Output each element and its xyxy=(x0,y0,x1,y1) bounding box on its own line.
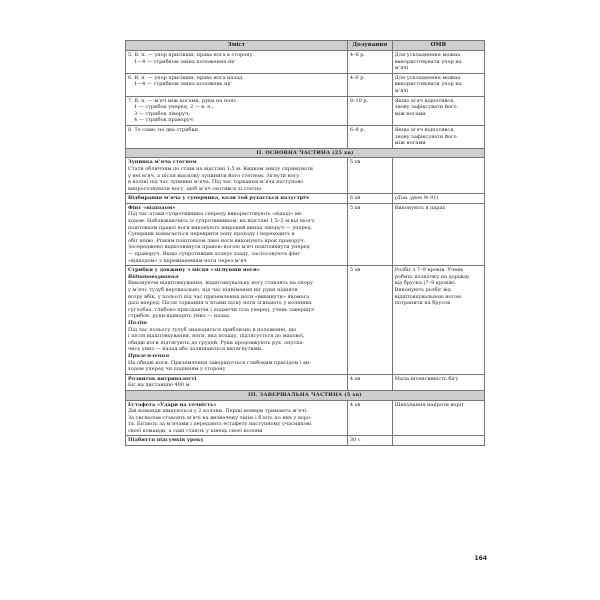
row-content xyxy=(126,51,348,74)
table-row xyxy=(126,96,485,125)
line: та. Бігають за м’ячами і передають естафету наступному учасникові xyxy=(128,421,312,428)
table-row xyxy=(126,194,485,204)
line: у неї м’яч, а після відскоку зупинити його стегном. Зігнути ногу xyxy=(128,172,300,179)
row-content xyxy=(126,73,348,96)
header-dose: Дозування xyxy=(347,41,392,51)
row-content xyxy=(126,96,348,125)
row-notes xyxy=(392,400,484,436)
note: потрапити на брусок xyxy=(394,300,451,307)
line: За сигналом ставлять м’ячі на визначену лінію і б’ють по них у воро- xyxy=(128,414,312,421)
line: Під час атаки супротивника спереду використовують «відхід» ви- xyxy=(128,211,303,218)
exercise-title: Відбирання м’яча у суперника, коли той рухається назустріч xyxy=(128,195,309,202)
row-content xyxy=(126,400,348,436)
note: відштовхувальною ногою xyxy=(394,293,462,300)
note: м’ячі xyxy=(394,65,409,72)
line: — праворуч. Якщо супротивник атакує ззаду, застосовують фінт xyxy=(128,251,301,258)
note: Розбіг з 7–9 кроків. Учень xyxy=(394,267,464,274)
row-dose: 5 хв xyxy=(347,266,392,375)
row-content xyxy=(126,266,348,375)
line: 1—4 — стрибком зміна положення ніг xyxy=(134,58,236,65)
note: Шикування напроти воріт xyxy=(394,401,464,408)
line: «відходом» з переміщенням ноги через м’яч xyxy=(128,257,247,264)
line: обидві ноги підтягують до грудей. Руки продовжують рух, опуска- xyxy=(128,339,305,346)
note: знову зафіксувати його xyxy=(394,133,457,140)
subheading: Приземлення xyxy=(128,352,170,359)
table-row xyxy=(126,158,485,194)
row-content xyxy=(126,194,348,204)
line: Біг на дистанцію 400 м xyxy=(128,382,190,389)
table-row xyxy=(126,51,485,74)
line: Виконуючи відштовхування, відштовхувальну ногу ставлять на опору xyxy=(128,280,313,287)
row-content xyxy=(126,158,348,194)
line: 1—4 — стрибком зміна положень ніг xyxy=(134,81,232,88)
table-row xyxy=(126,203,485,265)
note: від бруска (7–9 кроків). xyxy=(394,280,457,287)
subheading: Політ xyxy=(128,319,147,326)
line: 5. В. п. — упор присівши, права нога в сторону. xyxy=(128,52,255,58)
note: Виконують розбіг від xyxy=(394,287,451,293)
row-notes xyxy=(392,158,484,194)
line: стрибок, руки відводять униз — назад. xyxy=(128,313,231,320)
row-dose: 4–6 р. xyxy=(347,51,392,74)
note: Виконують в парах xyxy=(394,204,446,211)
row-dose: 8–10 р. xyxy=(347,96,392,125)
table-row xyxy=(126,374,485,390)
line: 4 — стрибок праворуч xyxy=(134,117,193,124)
line: чись униз — назад або залишаються витягнутими. xyxy=(128,346,263,353)
line: ходом уперед чи падінням у сторону xyxy=(128,366,226,373)
row-dose: 6–8 р. xyxy=(347,125,392,148)
line: 7. В. п. — м’яч між ногами, руки на пояс. xyxy=(128,97,238,104)
row-notes xyxy=(392,96,484,125)
subheading: Відштовхування xyxy=(128,273,179,280)
row-notes xyxy=(392,51,484,74)
row-notes xyxy=(392,194,484,204)
line: поштовхом правої ноги виконують широкий випад ліворуч — уперед. xyxy=(128,224,313,231)
row-notes xyxy=(392,436,484,446)
line: у м’ячі, тулуб вертикально, під час піднімання ніг руки підняти xyxy=(128,287,298,293)
line: 6. В. п. — упор присівши, права нога назад. xyxy=(128,74,244,81)
note: між ногами xyxy=(394,110,426,117)
row-dose: 6 хв xyxy=(347,194,392,204)
line: 3 — стрибок ліворуч; xyxy=(134,110,190,117)
row-notes xyxy=(392,203,484,265)
row-notes xyxy=(392,374,484,390)
line: обіг вліво. Різким поштовхом лівої ноги виконують крок праворуч. xyxy=(128,237,306,244)
row-notes xyxy=(392,73,484,96)
line: суглобах, глибоко присідаючи і подаючи тіла уперед, учень завершує xyxy=(128,306,315,313)
row-dose: 5 хв xyxy=(347,203,392,265)
line: випростовувати ногу, щоб м’яч скотився зі стегна xyxy=(128,185,262,192)
note: робить позначку на доріжці xyxy=(394,273,469,280)
row-content xyxy=(126,436,348,446)
section-header xyxy=(126,148,485,158)
note: Якщо м’яч відпотився, xyxy=(394,97,455,104)
header-omv: ОМВ xyxy=(392,41,484,51)
line: Дві команди шикуються у 2 колони. Перші номери тримають м’ячі. xyxy=(128,408,308,415)
note: Для ускладнення можна xyxy=(394,52,461,58)
row-dose: 4 хв xyxy=(347,374,392,390)
page-number: 164 xyxy=(474,555,487,562)
line: своєї команди, а самі стають у кінець своєї колони xyxy=(128,427,263,434)
line: Зосереджено відштовхнути правою ногою м’яч поштовхнути уперед xyxy=(128,244,310,251)
line: Стати обличчям до стіни на відстані 1,5 м. Кидком знизу спрямувати xyxy=(128,165,313,172)
line: 1 — стрибок уперед; 2 — в. п.; xyxy=(134,104,214,111)
exercise-title: Фінт «відходом» xyxy=(128,204,176,211)
row-content xyxy=(126,374,348,390)
row-dose: 4–6 р. xyxy=(347,73,392,96)
row-dose: 4 хв xyxy=(347,400,392,436)
row-content xyxy=(126,125,348,148)
line: Суперник намагається перекрити зону проходу і переходить в xyxy=(128,231,295,238)
line: 8. Те саме, по два стрибки xyxy=(128,126,199,133)
row-content xyxy=(126,203,348,265)
table-row xyxy=(126,400,485,436)
table-row xyxy=(126,125,485,148)
table-header xyxy=(126,41,485,51)
table-row xyxy=(126,436,485,446)
line: На обидві ноги. Приземлення завершується глибоким присідом і ви- xyxy=(128,359,311,366)
note: Мала інтенсивність бігу xyxy=(394,375,459,382)
line: ходом. Наближаючись із супротивником, на відстані 1,5–2 м від нього xyxy=(128,218,315,225)
line: далі вперед. Після торкання п’ятами піску ноги згинають у колінних xyxy=(128,300,312,307)
note: використовувати упор на xyxy=(394,81,462,88)
section-title: ІІ. ОСНОВНА ЧАСТИНА (25 хв) xyxy=(126,148,485,158)
exercise-title: Підбиття підсумків уроку xyxy=(128,437,204,444)
exercise-title: Зупинка м’яча стегном xyxy=(128,159,197,166)
section-header xyxy=(126,390,485,400)
note: використовувати упор на xyxy=(394,58,462,65)
row-notes xyxy=(392,125,484,148)
table-row xyxy=(126,73,485,96)
row-dose: 30 с xyxy=(347,436,392,446)
note: Якщо м’яч відпотився, xyxy=(394,126,455,133)
row-dose: 5 хв xyxy=(347,158,392,194)
note: (Див. урок № 91) xyxy=(394,195,439,202)
row-notes xyxy=(392,266,484,375)
exercise-title: Розвиток витривалості xyxy=(128,375,197,382)
note: м’ячі xyxy=(394,87,409,94)
section-title: ІІІ. ЗАВЕРШАЛЬНА ЧАСТИНА (5 хв) xyxy=(126,390,485,400)
table-row xyxy=(126,266,485,375)
line: в коліні під час зупинки м’яча. Під час торкання м’яча поступово xyxy=(128,179,304,186)
note: Для ускладнення можна xyxy=(394,74,461,81)
exercise-title: Естафета «Удари на точність» xyxy=(128,401,217,408)
line: і після відштовхування, ноги, яка позаду, підтягується до махової, xyxy=(128,333,305,340)
note: знову зафіксувати його xyxy=(394,104,457,111)
header-content: Зміст xyxy=(126,41,348,51)
lesson-table xyxy=(125,40,485,446)
line: вгору вбік, у польоті під час приземлення ноги «викинути» якомога xyxy=(128,293,310,300)
note: між ногами xyxy=(394,140,426,147)
line: Під час польоту тулуб знаходиться приблизно в положенні, що xyxy=(128,326,297,333)
exercise-title: Стрибки у довжину з місця «зігнувши ноги» xyxy=(128,267,260,274)
